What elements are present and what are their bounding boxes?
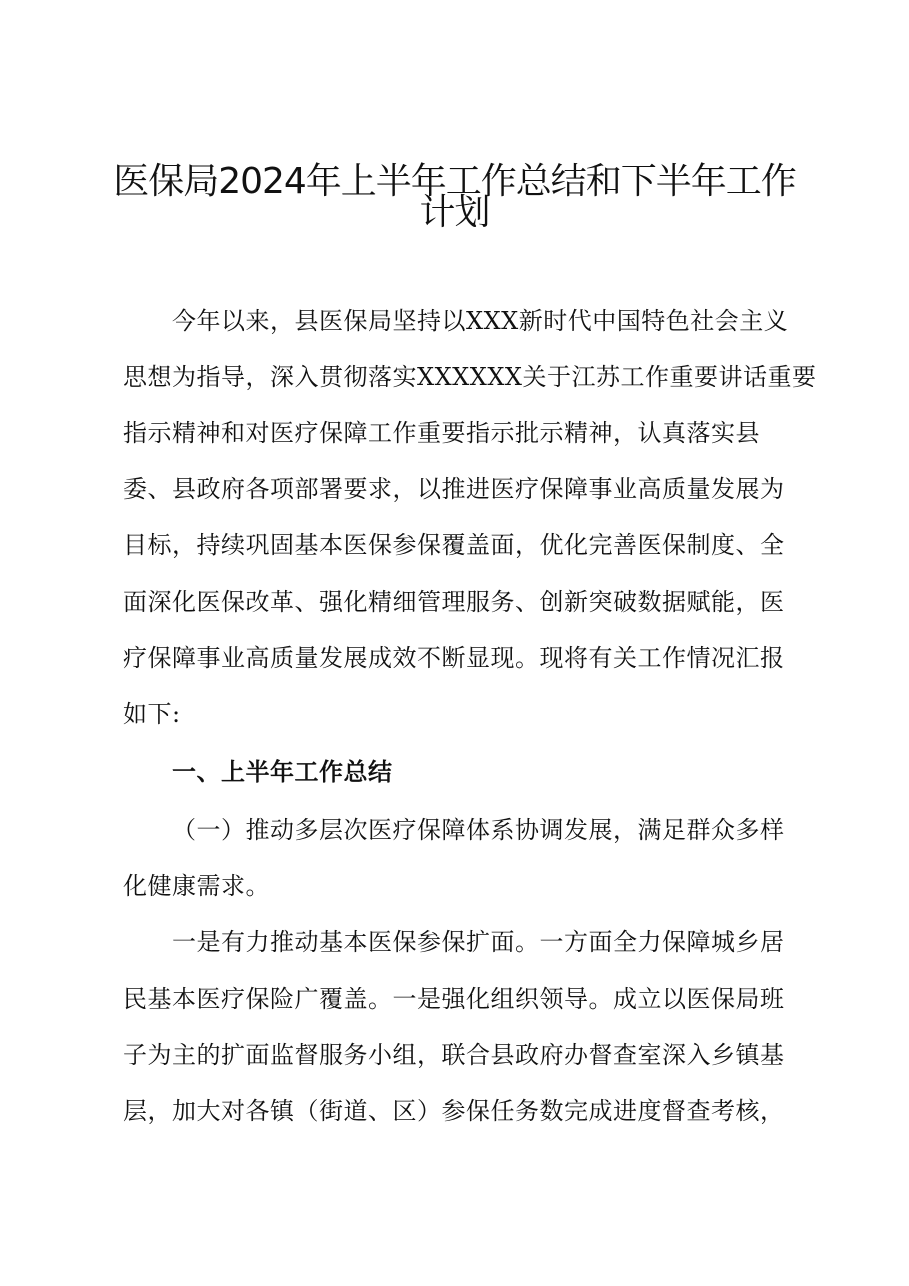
paragraph-1-line-1: 今年以来，县医保局坚持以XXX新时代中国特色社会主义	[172, 307, 789, 335]
paragraph-2-line-2: 民基本医疗保险广覆盖。一是强化组织领导。成立以医保局班	[123, 985, 785, 1013]
paragraph-2-line-3: 子为主的扩面监督服务小组，联合县政府办督查室深入乡镇基	[123, 1041, 785, 1069]
subsection-1-line-2: 化健康需求。	[123, 872, 270, 900]
document-title-line-1: 医保局2024年上半年工作总结和下半年工作	[113, 161, 796, 202]
paragraph-1-line-6: 面深化医保改革、强化精细管理服务、创新突破数据赋能，医	[123, 588, 785, 616]
paragraph-1-line-4: 委、县政府各项部署要求，以推进医疗保障事业高质量发展为	[123, 475, 785, 503]
paragraph-2-line-1: 一是有力推动基本医保参保扩面。一方面全力保障城乡居	[172, 928, 785, 956]
paragraph-1-line-7: 疗保障事业高质量发展成效不断显现。现将有关工作情况汇报	[123, 644, 785, 672]
paragraph-1-line-2: 思想为指导，深入贯彻落实XXXXXX关于江苏工作重要讲话重要	[123, 363, 817, 391]
paragraph-1-line-8: 如下:	[123, 700, 181, 728]
paragraph-1-line-3: 指示精神和对医疗保障工作重要指示批示精神，认真落实县	[123, 419, 760, 447]
section-heading-1: 一、上半年工作总结	[172, 758, 393, 786]
subsection-1-line-1: （一）推动多层次医疗保障体系协调发展，满足群众多样	[172, 816, 785, 844]
paragraph-1-line-5: 目标，持续巩固基本医保参保覆盖面，优化完善医保制度、全	[123, 531, 785, 559]
paragraph-2-line-4: 层，加大对各镇（街道、区）参保任务数完成进度督查考核，	[123, 1097, 785, 1125]
document-title-line-2: 计划	[419, 192, 490, 233]
